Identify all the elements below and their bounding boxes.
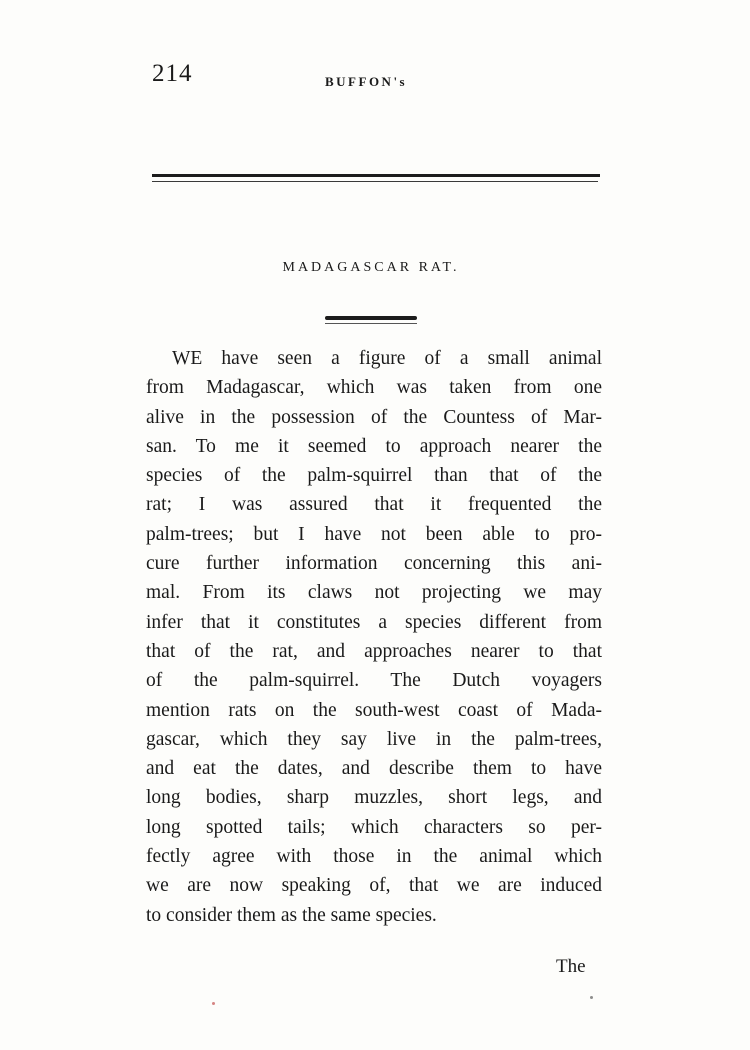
page-number: 214 [152, 60, 193, 87]
text-line: from Madagascar, which was taken from one [146, 377, 602, 399]
ink-speck [590, 996, 593, 999]
text-line: palm-trees; but I have not been able to pro- [146, 523, 602, 545]
text-line: rat; I was assured that it frequented the [146, 494, 602, 516]
header-rule-thin [152, 181, 598, 182]
text-line: we are now speaking of, that we are induced [146, 875, 602, 897]
text-line: to consider them as the same species. [146, 904, 437, 926]
text-line: san. To me it seemed to approach nearer the [146, 435, 602, 457]
header-rule-thick [152, 174, 600, 177]
section-title: MADAGASCAR RAT. [282, 260, 460, 275]
catchword: The [556, 956, 586, 977]
body-text [146, 344, 602, 930]
text-line: of the palm-squirrel. The Dutch voyagers [146, 670, 602, 692]
text-line: WE have seen a figure of a small animal [172, 348, 602, 369]
text-line: fectly agree with those in the animal which [146, 846, 602, 868]
text-line: infer that it constitutes a species different from [146, 611, 602, 633]
text-line: gascar, which they say live in the palm-trees, [146, 728, 602, 750]
text-line: that of the rat, and approaches nearer to that [146, 640, 602, 662]
text-line: species of the palm-squirrel than that of the [146, 465, 602, 487]
ink-speck [212, 1002, 215, 1005]
title-ornament-rule [325, 316, 417, 320]
text-line: cure further information concerning this ani- [146, 553, 602, 575]
text-line: and eat the dates, and describe them to have [146, 758, 602, 780]
text-line: long spotted tails; which characters so per- [146, 816, 602, 838]
text-line: long bodies, sharp muzzles, short legs, and [146, 787, 602, 809]
running-head: BUFFON's [325, 74, 408, 89]
text-line: mention rats on the south-west coast of Mada- [146, 699, 602, 721]
text-line: alive in the possession of the Countess of Mar- [146, 406, 602, 428]
text-line: mal. From its claws not projecting we may [146, 582, 602, 604]
